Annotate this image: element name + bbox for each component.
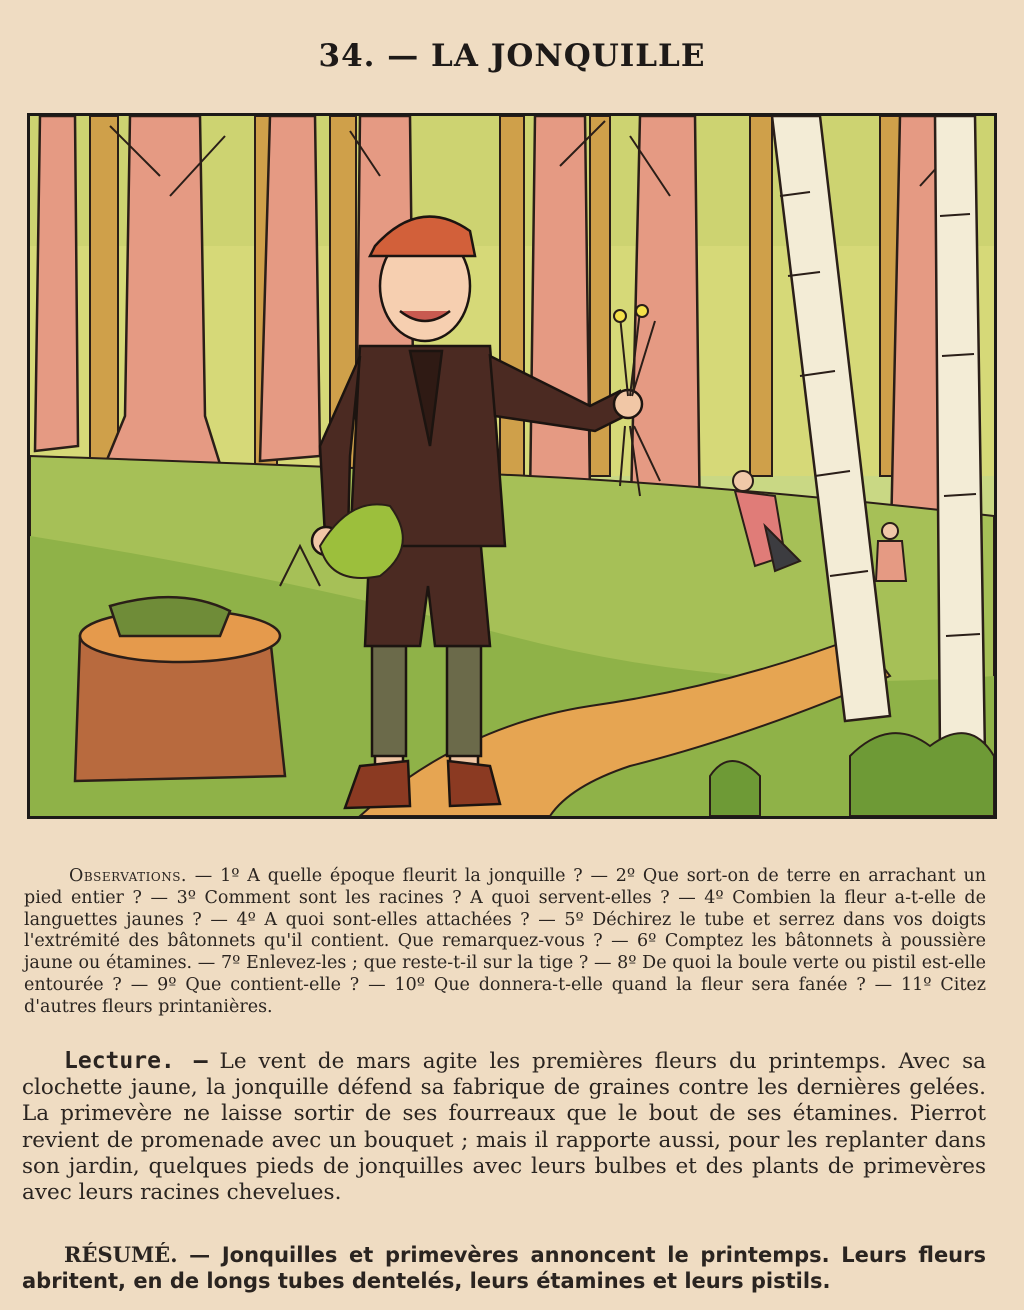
lecture-paragraph: [22, 1048, 986, 1206]
lecture-text: Le vent de mars agite les premières fleurs du printemps. Avec sa clochette jaune, la jonquille défend sa fabrique de graines contre les dernières gelées. La primevère ne laisse sortir de ses fourreaux que le bout de ses étamines. Pierrot revient de promenade avec un bouquet ; mais il rapporte aussi, pour les replanter dans son jardin, quelques pieds de jonquilles avec leurs bulbes et des plants de primevères avec leurs racines chevelues.: [22, 1049, 986, 1206]
page-title: 34. — LA JONQUILLE: [318, 38, 706, 74]
forest-scene: [30, 116, 994, 816]
lecture-heading: Lecture. –: [64, 1048, 208, 1074]
observations-heading: Observations.: [69, 866, 187, 886]
left-sock: [372, 646, 406, 756]
right-sock: [447, 646, 481, 756]
observations-paragraph: [24, 866, 986, 1019]
observations-text: — 1º A quelle époque fleurit la jonquille ? — 2º Que sort-on de terre en arrachant un pied entier ? — 3º Comment sont les racines ? A quoi servent-elles ? — 4º Combien la fleur a-t-elle de languettes jaunes ? — 4º A quoi sont-elles attachées ? — 5º Déchirez le tube et serrez dans vos doigts l'extrémité des bâtonnets qu'il contient. Que remarquez-vous ? — 6º Comptez les bâtonnets à poussière jaune ou étamines. — 7º Enlevez-les ; que reste-t-il sur la tige ? — 8º De quoi la boule verte ou pistil est-elle entourée ? — 9º Que contient-elle ? — 10º Que donnera-t-elle quand la fleur sera fanée ? — 11º Citez d'autres fleurs printanières.: [24, 866, 986, 1017]
resume-heading: RÉSUMÉ. —: [64, 1242, 211, 1267]
resume-text: Jonquilles et primevères annoncent le printemps. Leurs fleurs abritent, en de longs tubes dentelés, leurs étamines et leurs pistils.: [22, 1243, 986, 1293]
forest-illustration: [27, 113, 997, 819]
tree-stump: [75, 597, 285, 781]
resume-paragraph: [22, 1242, 986, 1294]
